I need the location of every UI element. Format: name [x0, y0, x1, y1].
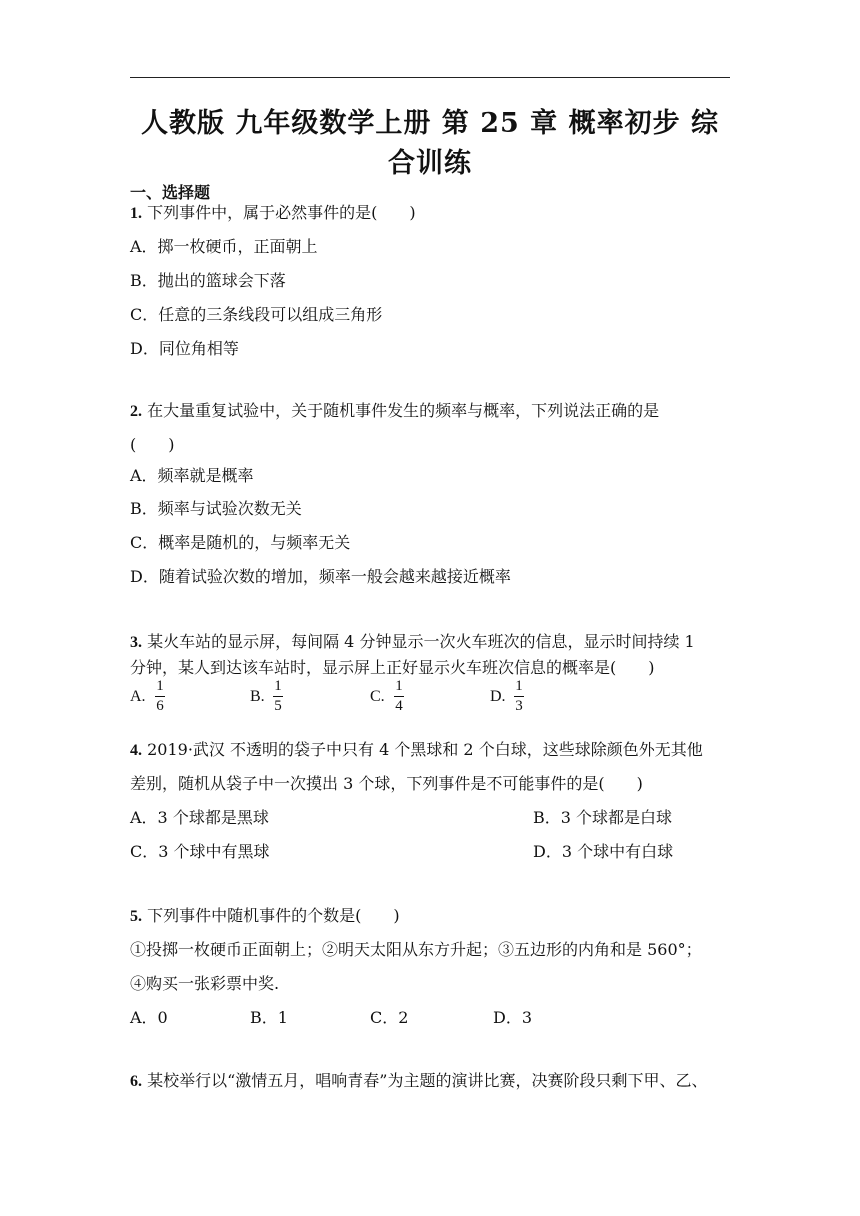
fraction-denominator: 4 — [395, 698, 403, 714]
question-number: 1. — [130, 205, 142, 222]
question-1-option-d: D．同位角相等 — [130, 339, 239, 358]
page-title — [130, 104, 730, 184]
question-5-items-line-1: ①投掷一枚硬币正面朝上；②明天太阳从东方升起；③五边形的内角和是 560°； — [130, 940, 702, 959]
title-line-2: 合训练 — [388, 148, 472, 179]
question-5-option-d: D．3 — [493, 1008, 533, 1027]
question-6-stem — [130, 1071, 707, 1092]
question-number: 3. — [130, 634, 142, 651]
question-1-option-b: B．抛出的篮球会下落 — [130, 271, 286, 290]
question-4-option-b: B．3 个球都是白球 — [533, 808, 673, 827]
fraction-bar — [155, 696, 165, 697]
question-3-option-b-label: B. — [250, 688, 265, 705]
question-5-option-a: A．0 — [130, 1008, 168, 1027]
question-5-option-c: C．2 — [370, 1008, 409, 1027]
fraction-denominator: 3 — [515, 698, 523, 714]
question-1-option-a: A．掷一枚硬币，正面朝上 — [130, 237, 318, 256]
question-text: 某校举行以“激情五月，唱响青春”为主题的演讲比赛，决赛阶段只剩下甲、乙、 — [147, 1071, 708, 1090]
fraction-bar — [394, 696, 404, 697]
question-4-stem — [130, 740, 703, 761]
question-number: 6. — [130, 1073, 142, 1090]
fraction-numerator: 1 — [156, 678, 164, 694]
question-5-option-b: B．1 — [250, 1008, 288, 1027]
fraction-bar — [514, 696, 524, 697]
question-3-option-d-label: D. — [490, 688, 506, 705]
question-3-option-b-fraction — [273, 678, 283, 715]
question-4-option-a: A．3 个球都是黑球 — [130, 808, 269, 827]
question-4-option-row-1 — [130, 808, 673, 828]
question-text: 在大量重复试验中，关于随机事件发生的频率与概率，下列说法正确的是 — [147, 401, 660, 420]
question-3-option-a-label: A. — [130, 688, 146, 705]
question-5-items-line-2: ④购买一张彩票中奖. — [130, 974, 280, 993]
question-4-option-row-2 — [130, 842, 674, 862]
question-number: 5. — [130, 908, 142, 925]
fraction-denominator: 6 — [156, 698, 164, 714]
question-4-option-d: D．3 个球中有白球 — [533, 842, 674, 861]
question-3-stem — [130, 632, 695, 653]
question-3-option-a-fraction — [155, 678, 165, 715]
fraction-numerator: 1 — [395, 678, 403, 694]
question-4-option-c: C．3 个球中有黑球 — [130, 842, 270, 861]
question-2-stem-cont: ( ) — [130, 435, 175, 454]
question-1-option-c: C．任意的三条线段可以组成三角形 — [130, 305, 383, 324]
question-text: 下列事件中，属于必然事件的是( ) — [147, 203, 416, 222]
question-3-stem-cont: 分钟，某人到达该车站时，显示屏上正好显示火车班次信息的概率是( ) — [130, 658, 655, 677]
fraction-bar — [273, 696, 283, 697]
fraction-numerator: 1 — [515, 678, 523, 694]
question-3-option-d-fraction — [514, 678, 524, 715]
question-text: 某火车站的显示屏，每间隔 4 分钟显示一次火车班次的信息，显示时间持续 1 — [147, 632, 695, 651]
question-3-option-c-label: C. — [370, 688, 385, 705]
question-2-option-c: C．概率是随机的，与频率无关 — [130, 533, 351, 552]
header-rule — [130, 77, 730, 78]
question-1-stem — [130, 203, 416, 224]
question-2-option-a: A．频率就是概率 — [130, 466, 254, 485]
question-4-stem-cont: 差别，随机从袋子中一次摸出 3 个球，下列事件是不可能事件的是( ) — [130, 774, 643, 793]
section-heading: 一、选择题 — [130, 183, 211, 202]
question-2-option-b: B．频率与试验次数无关 — [130, 499, 302, 518]
question-text: 下列事件中随机事件的个数是( ) — [147, 906, 400, 925]
question-number: 2. — [130, 403, 142, 420]
question-3-option-c-fraction — [394, 678, 404, 715]
question-2-stem — [130, 401, 659, 422]
fraction-numerator: 1 — [274, 678, 282, 694]
question-5-stem — [130, 906, 400, 927]
question-number: 4. — [130, 742, 142, 759]
question-2-option-d: D．随着试验次数的增加，频率一般会越来越接近概率 — [130, 567, 511, 586]
fraction-denominator: 5 — [274, 698, 282, 714]
title-line-1: 人教版 九年级数学上册 第 25 章 概率初步 综 — [141, 108, 719, 139]
question-text: 2019·武汉 不透明的袋子中只有 4 个黑球和 2 个白球，这些球除颜色外无其他 — [147, 740, 703, 759]
